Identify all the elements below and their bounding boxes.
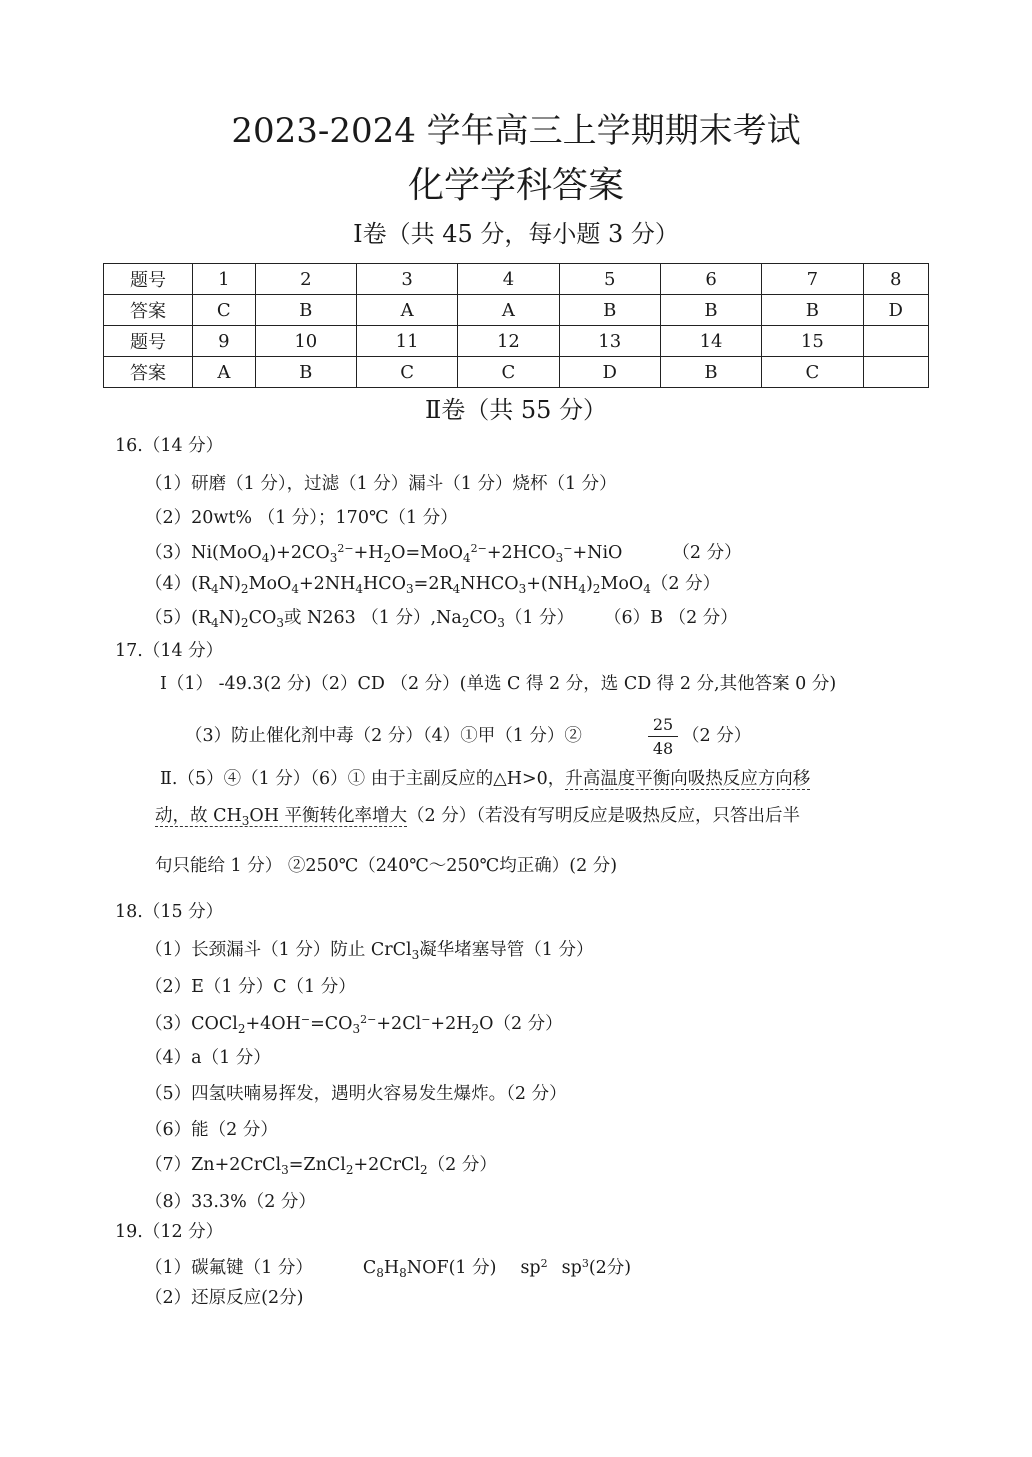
table-cell: B: [660, 295, 761, 326]
table-cell: 1: [193, 264, 256, 295]
subscript: 4: [643, 582, 651, 596]
subscript: 2: [240, 616, 249, 630]
subscript: 4: [355, 582, 364, 596]
q17-answer-1: Ⅰ（1） -49.3(2 分)（2）CD （2 分）(单选 C 得 2 分，选 CD 得 2 分,其他答案 0 分): [160, 674, 837, 694]
subscript: 8: [399, 1266, 407, 1280]
table-cell: 15: [762, 326, 863, 357]
score-text: （1 分）: [504, 608, 575, 628]
equation-text: 或 N263 （1 分）,Na: [283, 608, 462, 628]
table-cell: 8: [863, 264, 928, 295]
q17-answer-3: （3）防止催化剂中毒（2 分）（4）①甲（1 分）②: [185, 726, 582, 746]
table-cell: 6: [660, 264, 761, 295]
subscript: 3: [406, 582, 414, 596]
q16-answer-5: [145, 610, 738, 629]
subscript: 2: [471, 1022, 480, 1036]
subscript: 2: [420, 1163, 428, 1177]
equation-text: O=MoO: [391, 543, 463, 563]
subscript: 2: [237, 1022, 246, 1036]
subscript: 4: [578, 582, 586, 596]
table-cell: D: [559, 357, 660, 388]
equation-text: =2R: [413, 574, 453, 594]
table-cell: D: [863, 295, 928, 326]
table-cell: 答案: [104, 295, 193, 326]
superscript: −: [300, 1013, 311, 1026]
equation-text: O（2 分）: [479, 1014, 563, 1034]
subscript: 4: [261, 551, 270, 565]
equation-text: MoO: [600, 574, 644, 594]
score-text: （2 分）: [650, 574, 721, 594]
formula-text: NOF(1 分): [406, 1258, 497, 1278]
q19-answer-1: [145, 1258, 631, 1279]
subscript: 3: [497, 616, 505, 630]
table-cell: B: [762, 295, 863, 326]
equation-text: （4）(R: [145, 574, 212, 594]
q16-answer-3: [145, 543, 742, 564]
equation-text: +(NH: [526, 574, 579, 594]
equation-text: +2NH: [299, 574, 356, 594]
subscript: 3: [411, 948, 420, 962]
q18-answer-7: [145, 1157, 497, 1176]
formula-text: H: [383, 1258, 400, 1278]
exam-title: 2023-2024 学年高三上学期期末考试: [231, 111, 801, 151]
equation-text: CO: [469, 608, 498, 628]
q16-heading: 16.（14 分）: [115, 436, 224, 456]
subscript: 3: [352, 1022, 361, 1036]
q18-answer-5: （5）四氢呋喃易挥发，遇明火容易发生爆炸。（2 分）: [145, 1084, 567, 1104]
subscript: 4: [452, 582, 461, 596]
equation-text: HCO: [363, 574, 407, 594]
equation-text: +2Cl: [376, 1014, 422, 1034]
equation-text: ): [585, 574, 593, 594]
score-text: (2分): [588, 1258, 632, 1278]
subscript: 4: [211, 582, 219, 596]
equation-text: NHCO: [460, 574, 519, 594]
equation-text: +NiO: [572, 543, 623, 563]
subscript: 2: [240, 582, 249, 596]
equation-text: （3）COCl: [145, 1014, 238, 1034]
superscript: 3: [581, 1257, 589, 1270]
table-cell: 13: [559, 326, 660, 357]
subscript: 4: [291, 582, 300, 596]
subscript: 3: [555, 551, 564, 565]
table-cell: 5: [559, 264, 660, 295]
formula-text: sp: [520, 1258, 541, 1278]
q16-answer-2: （2）20wt% （1 分）；170℃（1 分）: [145, 508, 458, 528]
q18-answer-4: （4）a（1 分）: [145, 1048, 271, 1068]
equation-text: =ZnCl: [288, 1155, 346, 1175]
q16-answer-6: （6）B （2 分）: [604, 608, 738, 628]
q18-answer-1: [145, 942, 593, 961]
equation-text: N): [218, 574, 241, 594]
q16-answer-1: （1）研磨（1 分），过滤（1 分）漏斗（1 分）烧杯（1 分）: [145, 474, 617, 494]
superscript: 2−: [337, 542, 354, 555]
answer-table: [103, 263, 929, 388]
q18-answer-6: （6）能（2 分）: [145, 1120, 278, 1140]
table-cell: B: [660, 357, 761, 388]
subscript: 4: [211, 616, 219, 630]
underlined-text: 升高温度平衡向吸热反应方向移: [565, 769, 811, 789]
answer-text: 凝华堵塞导管（1 分）: [419, 940, 594, 960]
superscript: 2−: [470, 542, 487, 555]
q17-answer-5: [160, 771, 810, 789]
q18-answer-3: [145, 1014, 563, 1035]
subscript: 3: [518, 582, 527, 596]
table-cell: 7: [762, 264, 863, 295]
equation-text: MoO: [248, 574, 292, 594]
superscript: 2−: [360, 1013, 377, 1026]
table-cell: 11: [356, 326, 457, 357]
q16-answer-4: [145, 576, 720, 595]
equation-text: )+2CO: [269, 543, 330, 563]
table-cell: 4: [458, 264, 559, 295]
table-cell: A: [193, 357, 256, 388]
table-cell: 题号: [104, 326, 193, 357]
answer-text: （1）碳氟键（1 分）: [145, 1258, 313, 1278]
part1-heading: I卷（共 45 分，每小题 3 分）: [353, 220, 679, 248]
fraction-numerator: 25: [648, 715, 678, 737]
table-row: [104, 264, 929, 295]
q19-heading: 19.（12 分）: [115, 1222, 224, 1242]
table-cell: [863, 326, 928, 357]
formula-text: sp: [561, 1258, 582, 1278]
subscript: 2: [461, 616, 470, 630]
answer-text: OH 平衡转化率增大: [249, 806, 408, 826]
table-cell: 答案: [104, 357, 193, 388]
table-cell: A: [458, 295, 559, 326]
table-cell: [863, 357, 928, 388]
equation-text: +4OH: [245, 1014, 301, 1034]
equation-text: +H: [353, 543, 384, 563]
equation-text: +2CrCl: [353, 1155, 421, 1175]
superscript: −: [421, 1013, 431, 1026]
table-cell: B: [559, 295, 660, 326]
table-cell: C: [356, 357, 457, 388]
subscript: 2: [592, 582, 601, 596]
table-cell: A: [356, 295, 457, 326]
table-cell: 2: [255, 264, 356, 295]
q18-answer-2: （2）E（1 分）C（1 分）: [145, 977, 356, 997]
table-cell: 题号: [104, 264, 193, 295]
subscript: 3: [281, 1163, 289, 1177]
table-cell: 14: [660, 326, 761, 357]
subscript: 4: [462, 551, 471, 565]
equation-text: （3）Ni(MoO: [145, 543, 262, 563]
table-row: [104, 326, 929, 357]
subscript: 8: [376, 1266, 384, 1280]
q17-answer-7: 句只能给 1 分） ②250℃（240℃～250℃均正确）(2 分): [155, 856, 618, 876]
table-cell: 9: [193, 326, 256, 357]
equation-text: CO: [248, 608, 277, 628]
superscript: −: [563, 542, 573, 555]
table-cell: C: [458, 357, 559, 388]
score-text: （2 分）: [672, 543, 742, 563]
q18-answer-8: （8）33.3%（2 分）: [145, 1192, 316, 1212]
q19-answer-2: （2）还原反应(2分): [145, 1288, 304, 1308]
table-cell: B: [255, 295, 356, 326]
superscript: 2: [540, 1257, 548, 1270]
table-cell: B: [255, 357, 356, 388]
part2-heading: Ⅱ卷（共 55 分）: [424, 396, 608, 424]
exam-subtitle: 化学学科答案: [407, 165, 624, 206]
formula-text: C: [362, 1258, 377, 1278]
fraction-denominator: 48: [652, 739, 674, 758]
fraction: [648, 715, 678, 758]
q18-heading: 18.（15 分）: [115, 902, 224, 922]
equation-text: （7）Zn+2CrCl: [145, 1155, 282, 1175]
answer-text: 动，故 CH: [155, 806, 242, 826]
subscript: 3: [276, 616, 284, 630]
equation-text: +2HCO: [486, 543, 556, 563]
subscript: 3: [241, 814, 250, 828]
subscript: 2: [383, 551, 392, 565]
subscript: 2: [345, 1163, 354, 1177]
equation-text: N): [218, 608, 241, 628]
table-row: [104, 295, 929, 326]
answer-text: （1）长颈漏斗（1 分）防止 CrCl: [145, 940, 412, 960]
underlined-text: [155, 806, 407, 827]
answer-text: （2 分）（若没有写明反应是吸热反应，只答出后半: [407, 806, 800, 826]
table-cell: 10: [255, 326, 356, 357]
subscript: 3: [329, 551, 338, 565]
equation-text: +2H: [430, 1014, 472, 1034]
equation-text: =CO: [310, 1014, 353, 1034]
q17-score: （2 分）: [682, 726, 752, 746]
table-cell: C: [762, 357, 863, 388]
table-cell: 3: [356, 264, 457, 295]
q17-heading: 17.（14 分）: [115, 641, 224, 661]
equation-text: （5）(R: [145, 608, 212, 628]
q17-answer-6: [155, 808, 800, 827]
equation-text: （2 分）: [427, 1155, 497, 1175]
table-cell: C: [193, 295, 256, 326]
table-row: [104, 357, 929, 388]
answer-text: Ⅱ.（5）④（1 分）（6）① 由于主副反应的△H>0，: [160, 769, 566, 789]
table-cell: 12: [458, 326, 559, 357]
